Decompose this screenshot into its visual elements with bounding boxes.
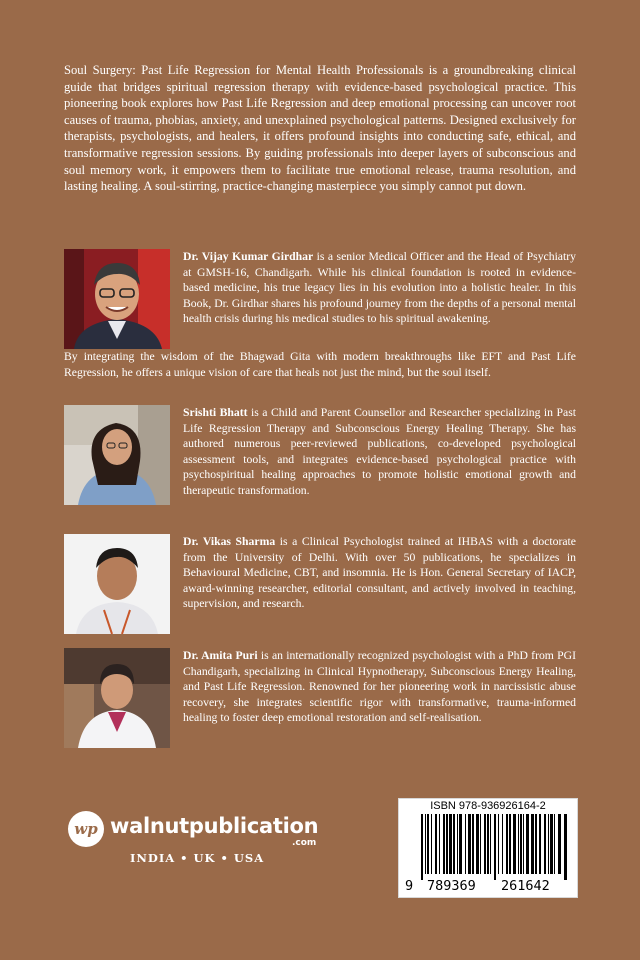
barcode-bar xyxy=(425,814,426,874)
barcode-bar xyxy=(439,814,440,874)
barcode-bar xyxy=(487,814,489,874)
author-bio-girdhar xyxy=(183,249,576,327)
barcode-bar xyxy=(523,814,524,874)
author-photo-sharma xyxy=(64,534,170,634)
barcode-bar xyxy=(468,814,471,874)
barcode-bar xyxy=(459,814,462,874)
barcode-bar xyxy=(518,814,519,874)
barcode-bar xyxy=(449,814,452,874)
author-photo-bhatt xyxy=(64,405,170,505)
barcode-bar xyxy=(539,814,541,874)
barcode-bar xyxy=(457,814,458,874)
barcode-bar xyxy=(427,814,429,874)
author-bio-text-sharma: is a Clinical Psychologist trained at IHBAS with a doctorate from the University of Delhi. With over 50 publications, he specializes in Behavioural Medicine, CBT, and insomnia. He is Hon. General Secretary of IACP, award-winning researcher, editorial consultant, and actively involved in teaching, supervision, and research. xyxy=(183,535,576,610)
barcode-bar xyxy=(443,814,445,874)
barcode-bar xyxy=(513,814,516,874)
barcode-bar xyxy=(520,814,522,874)
barcode-bar xyxy=(421,814,423,880)
barcode-bar xyxy=(526,814,529,874)
barcode-bar xyxy=(506,814,508,874)
publisher-name: walnutpublication xyxy=(110,814,319,838)
author-bio-sharma xyxy=(183,534,576,612)
barcode-bar xyxy=(490,814,491,874)
barcode-bar xyxy=(431,814,432,874)
publisher-domain: .com xyxy=(292,838,317,848)
book-description: Soul Surgery: Past Life Regression for Mental Health Professionals is a groundbreaking clinical guide that bridges spiritual regression therapy with evidence-based psychological practice. This pioneering book explores how Past Life Regression and deep emotional processing can uncover root causes of trauma, phobias, anxiety, and unexplained psychological patterns. Designed exclusively for therapists, psychologists, and healers, it offers profound insights into conducting safe, ethical, and transformative regression sessions. By guiding professionals into deeper layers of subconscious and soul memory work, it empowers them to facilitate true emotional release, trauma resolution, and lasting healing. A soul-stirring, practice-changing masterpiece you simply cannot put down. xyxy=(64,63,576,194)
author-photo-girdhar xyxy=(64,249,170,349)
barcode-bar xyxy=(550,814,553,874)
author-name-sharma: Dr. Vikas Sharma xyxy=(183,535,276,548)
barcode-bar xyxy=(435,814,437,874)
isbn-digit-lead: 9 xyxy=(405,878,414,894)
author-name-bhatt: Srishti Bhatt xyxy=(183,406,248,419)
author-bio-puri xyxy=(183,648,576,726)
barcode-bar xyxy=(446,814,448,874)
barcode-bar xyxy=(554,814,555,874)
barcode-bar xyxy=(465,814,466,874)
isbn-label: ISBN 978-936926164-2 xyxy=(430,800,546,812)
isbn-digits-left: 789369 xyxy=(427,878,476,894)
barcode-bar xyxy=(480,814,481,874)
barcode-bar xyxy=(531,814,534,874)
author-bio-text-bhatt: is a Child and Parent Counsellor and Researcher specializing in Past Life Regression Therapy and Subconscious Energy Healing Therapy. She has authored numerous peer-reviewed publications, co-developed psychological assessment tools, and integrates evidence-based psychological practice with psychospiritual healing approaches to promote holistic emotional growth and therapeutic transformation. xyxy=(183,406,576,497)
publisher-regions: INDIA • UK • USA xyxy=(130,851,265,865)
barcode-bar xyxy=(476,814,479,874)
author-bio-bhatt xyxy=(183,405,576,498)
author-name-puri: Dr. Amita Puri xyxy=(183,649,258,662)
barcode-bar xyxy=(548,814,549,874)
barcode-bar xyxy=(453,814,455,874)
barcode-bar xyxy=(484,814,486,874)
publisher-logo-icon: wp xyxy=(68,811,104,847)
isbn-digits-right: 261642 xyxy=(501,878,550,894)
barcode-bar xyxy=(544,814,546,874)
isbn-barcode-box xyxy=(398,798,578,898)
barcode-bar xyxy=(564,814,567,880)
author-photo-puri xyxy=(64,648,170,748)
author-bio-text-girdhar: is a senior Medical Officer and the Head of Psychiatry at GMSH-16, Chandigarh. While his clinical foundation is rooted in evidence-based medicine, his true legacy lies in his evolution into a holistic healer. In this Book, Dr. Girdhar shares his profound journey from the depths of a personal mental health crisis during his medical studies to his spiritual awakening. xyxy=(183,250,576,325)
barcode-bar xyxy=(494,814,496,880)
barcode-bar xyxy=(558,814,561,874)
barcode-bar xyxy=(535,814,537,874)
barcode-icon xyxy=(419,814,569,880)
author-name-girdhar: Dr. Vijay Kumar Girdhar xyxy=(183,250,314,263)
barcode-bar xyxy=(498,814,499,874)
publisher-block xyxy=(64,805,344,875)
barcode-bar xyxy=(509,814,511,874)
author-extra-girdhar: By integrating the wisdom of the Bhagwad Gita with modern breakthroughs like EFT and Past Life Regression, he offers a unique vision of care that heals not just the mind, but the soul itself. xyxy=(64,350,576,379)
author-bio-text-puri: is an internationally recognized psychologist with a PhD from PGI Chandigarh, specializing in Clinical Hypnotherapy, Subconscious Energy Healing, and Past Life Regression. Renowned for her pioneering work in narcissistic abuse recovery, she integrates scientific rigor with transformative, trauma-informed healing to foster deep emotional restoration and self-realisation. xyxy=(183,649,576,724)
barcode-bar xyxy=(502,814,503,874)
barcode-bar xyxy=(472,814,474,874)
